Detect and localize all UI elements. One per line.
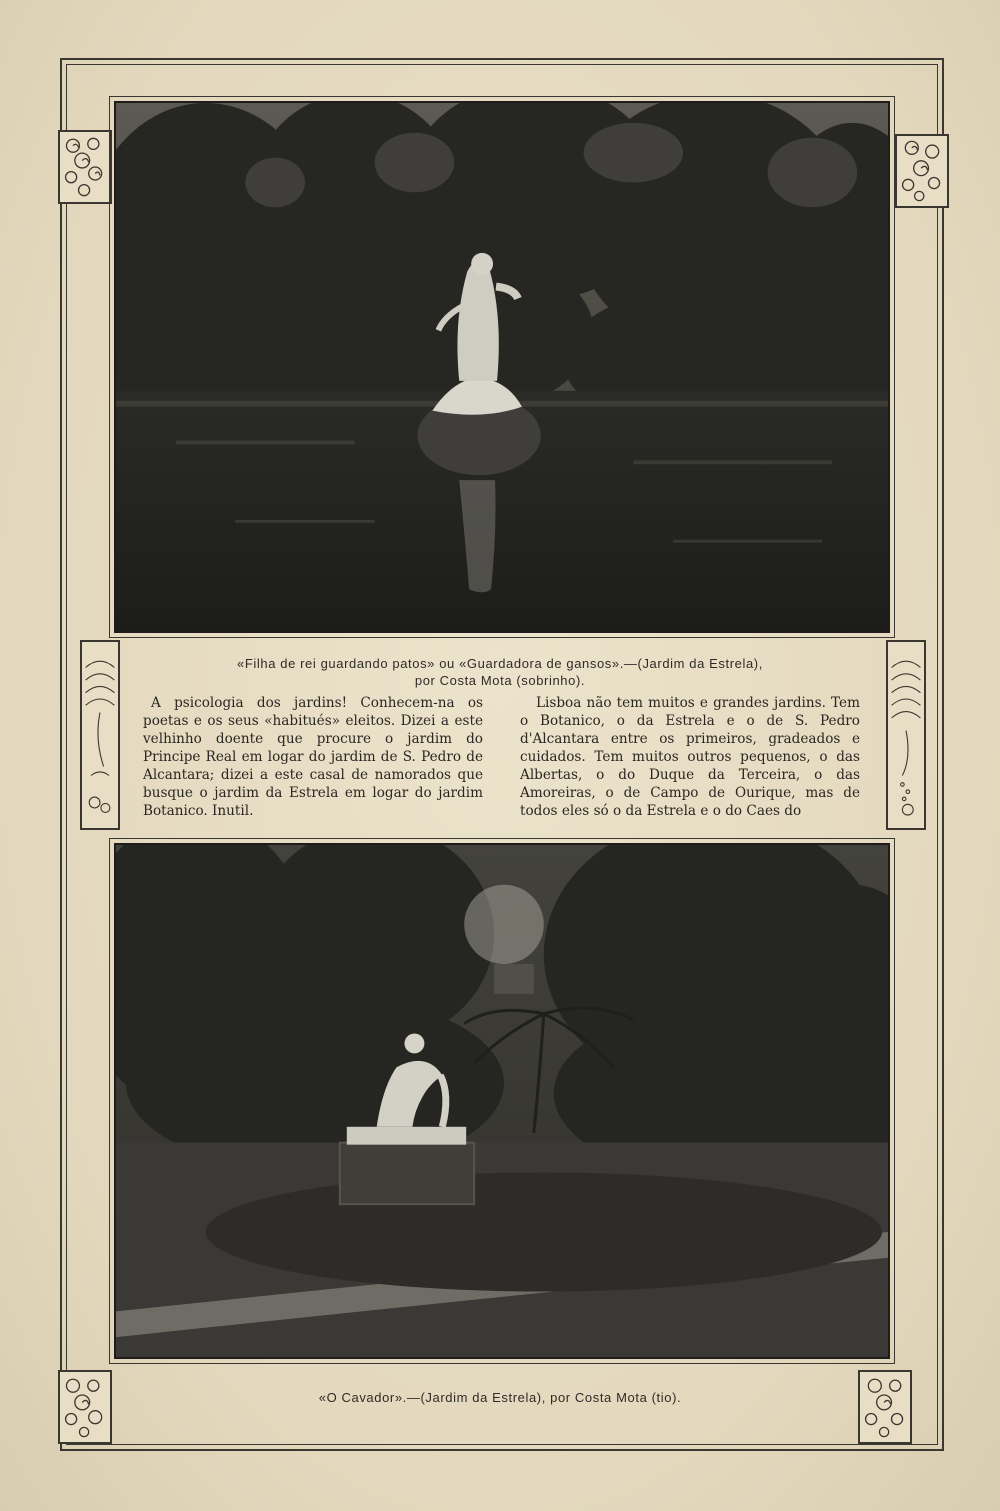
- garden-statue-photo: [114, 843, 890, 1359]
- ornament-top-left-icon: [58, 130, 112, 204]
- article-left-column: A psicologia dos jardins! Conhecem-na os poetas e os seus «habitués» eleitos. Dizei a este velhinho doente que procure o jardim do Principe Real em logar do jardim de S. Pedro de Alcantara; dizei a este casal de namorados que busque o jardim da Estrela em logar do jardim Botanico. Inutil.: [143, 695, 483, 819]
- ornament-mid-left-icon: [80, 640, 120, 830]
- ornament-bottom-right-icon: [858, 1370, 912, 1444]
- ornament-mid-right-icon: [886, 640, 926, 830]
- ornament-bottom-left-icon: [58, 1370, 112, 1444]
- ornament-top-right-icon: [895, 134, 949, 208]
- pond-statue-photo: [114, 101, 890, 633]
- top-photo-caption-line1: «Filha de rei guardando patos» ou «Guardadora de gansos».—(Jardim da Estrela),: [237, 656, 763, 671]
- article-right-column: Lisboa não tem muitos e grandes jardins. Tem o Botanico, o da Estrela e o de S. Pedro d'Alcantara entre os primeiros, gradeados e cuidados. Tem muitos outros pequenos, o das Albertas, o do Duque da Terceira, o das Amoreiras, o de Campo de Ourique, mas de todos eles só o da Estrela e o do Caes do: [520, 695, 860, 819]
- top-photo-caption-line2: por Costa Mota (sobrinho).: [414, 673, 586, 688]
- top-photo-caption: [140, 655, 860, 689]
- bottom-photo-caption: «O Cavador».—(Jardim da Estrela), por Costa Mota (tio).: [318, 1390, 682, 1405]
